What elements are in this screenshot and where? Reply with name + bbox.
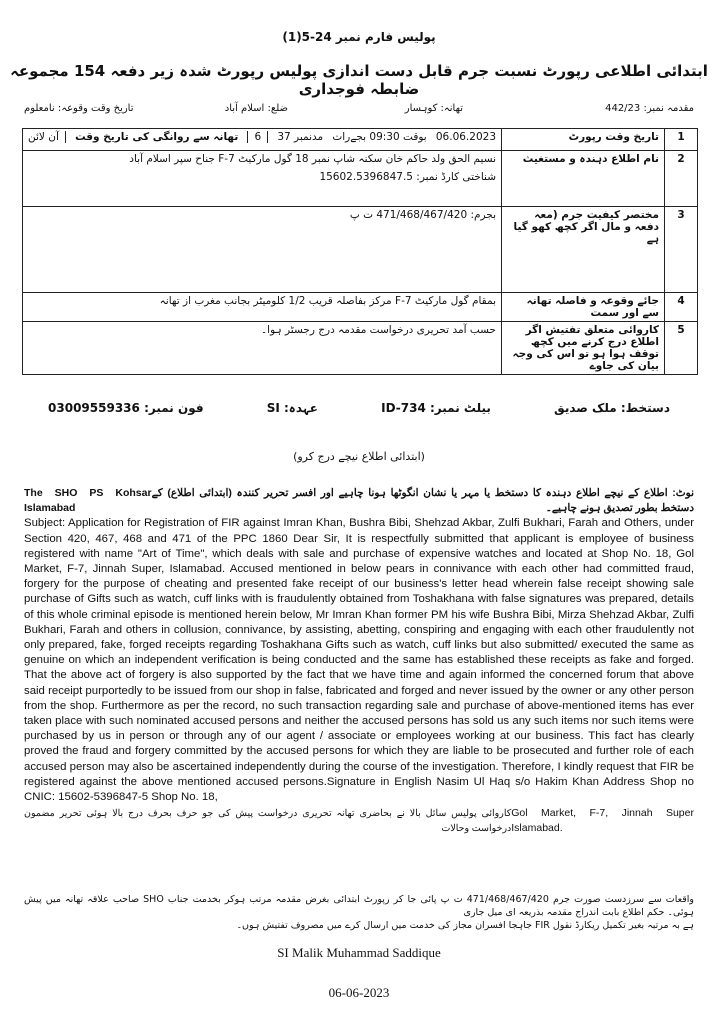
row-number: 5: [665, 322, 698, 375]
seq-number: 6: [247, 131, 268, 143]
signing-officer: SI Malik Muhammad Saddique: [277, 945, 441, 960]
instruction-note: (ابتدائی اطلاع نیچے درج کرو): [293, 450, 425, 463]
report-datetime-cell: [23, 129, 502, 151]
police-station: تھانہ: کوہسار: [404, 103, 463, 114]
row-action: [23, 322, 698, 375]
row-complainant: [23, 151, 698, 207]
report-date: 06.06.2023: [435, 131, 496, 143]
urdu-closing-1: واقعات سے سرزدست صورت جرم 471/468/467/420 ت پ پائی جا کر رپورٹ ابتدائی بغرض مقدمہ مرتب ہوکر بخدمت جناب SHO صاحب علاقہ تھانہ میں پیش ہوئی۔ حکم اطلاع بابت اندراج مقدمہ بذریعہ ای میل جاری: [24, 894, 694, 918]
row-label: نام اطلاع دہندہ و مستغیث: [502, 151, 665, 207]
complainant-cell: [23, 151, 502, 207]
complainant-cnic: شناختی کارڈ نمبر: 15602.5396847.5: [319, 171, 496, 183]
offence-sections: بجرم: 471/468/467/420 ت پ: [349, 209, 496, 221]
row-number: 2: [665, 151, 698, 207]
complainant-name: نسیم الحق ولد حاکم خان سکنہ شاپ نمبر 18 گول مارکیٹ F-7 جناح سپر اسلام آباد: [129, 153, 496, 165]
phone-label: فون نمبر:: [144, 401, 204, 415]
madd-number: مدنمبر 37: [277, 131, 324, 143]
row-label: تاریخ وقت رپورٹ: [502, 129, 665, 151]
row-label: مختصر کیفیت جرم (معہ دفعہ و مال اگر کچھ کھو گیا ہے: [502, 207, 665, 293]
complaint-text: Subject: Application for Registration of FIR against Imran Khan, Bushra Bibi, Shehzad Akbar, Zulfi Bukhari, Farah and Others, under Section 420, 467, 468 and 471 of the PPC 1860 Dear Sir, It is respectfully submitted that applicant is employee of business registered with name "Art of Time", which deals with sale and purchase of expensive watches and located at Shop No. 18, Gol Market, F-7, Jinnah Super, Islamabad. Accused mentioned in below pears in connivance with each other had committed fraud, forgery for the purpose of cheating and presented fake receipt of our business's letter head wherein false receipt showing sale purchase of Gifts such as watch, cuff links with is fraudulently obtained from Toshakhana with false signatures was prepared, details of this whole criminal episode is mentioned herein below, Mr Imran Khan former PM his wife Bushra Bibi, Mirza Shehzad Akbar, Zulfi Bukhari, Farah and others in collusion, connivance, by assisting, abetting, conspiring and engaging with each other fraudulently not only prepared, fake, forged receipts regarding Toshakhana Gifts such as watch, cuff links but also submitted/ executed the same as genuine on which an independent verification is being conducted and the same has established these receipts as fake and forged. That the above act of forgery is also supported by the fact that we have time and again informed the concerned forum that above said receipt purportedly to be issued from our shop in false, fabricated and forged and never issued by the owner or any other person from the shop. Furthermore as per the record, no such transaction regarding sale and purchase of above-mentioned items has ever taken place with such nominated accused persons and neither the accused persons has sold us any such items nor such items were purchased by us in person or through any of our agent / associate or employees working at our business. This fact has clearly proved the fraud and forgery committed by the accused persons for which they are liable to be prosecuted and further role of each accused person may also be ascertained independently during the course of the investigation. Therefore, I kindly request that FIR be registered against the above mentioned accused persons.Signature in English Nasim Ul Haq s/o Hakim Khan Address Shop no CNIC: 15602-5396847-5 Shop No. 18,: [24, 517, 694, 804]
dispatch-value: آن لائن: [28, 131, 66, 143]
report-time: بوقت 09:30 بجےرات: [332, 131, 427, 143]
complainant-address-end: Gol Market, F-7, Jinnah Super Islamabad.: [511, 807, 694, 835]
urdu-closing-2: ہے بہ مرتبہ بغیر تکمیل ریکارڈ نقول FIR جاہجا افسران مجاز کی خدمت میں ارسال کرے میں مصروف تفتیش ہوں۔: [236, 920, 694, 931]
belt-label: بیلٹ نمبر:: [429, 401, 491, 415]
belt-id: ID-734: [381, 401, 426, 415]
officer-name: ملک صدیق: [554, 401, 617, 415]
fir-table: [22, 128, 698, 375]
rank-label: عہدہ:: [284, 401, 318, 415]
row-number: 3: [665, 207, 698, 293]
row-label: جائے وقوعہ و فاصلہ تھانہ سے اور سمت: [502, 293, 665, 322]
document-date: 06-06-2023: [328, 985, 390, 1000]
complaint-body: [24, 486, 694, 837]
row-offence: [23, 207, 698, 293]
place-of-occurrence: بمقام گول مارکیٹ F-7 مرکز بفاصلہ قریب 1/2 کلومیٹر بجانب مغرب از تھانہ: [159, 295, 496, 307]
officer-signature-line: [48, 401, 670, 415]
action-text: حسب آمد تحریری درخواست مقدمہ درج رجسٹر ہوا۔: [261, 324, 496, 336]
signature-label: دستخط:: [620, 401, 670, 415]
urdu-proceedings-line: کاروائی پولیس سائل بالا نے بحاضری تھانہ تحریری درخواست پیش کی جو حرف بحرف درج بالا ہوئی تحریر مضمون درخواست وحالات: [24, 808, 512, 835]
officer-phone: 03009559336: [48, 401, 140, 415]
row-report-time: [23, 129, 698, 151]
form-number: پولیس فارم نمبر 24-5(1): [282, 30, 436, 44]
note-urdu: نوٹ: اطلاع کے نیچے اطلاع دہندہ کا دستخط یا مہر یا نشان انگوٹھا ہونا چاہیے اور افسر تحریر کنندہ (ابتدائی اطلاع) کے دستخط بطور تصدیق ہونے چاہیے۔: [151, 487, 694, 515]
case-number: مقدمہ نمبر: 442/23: [605, 103, 694, 114]
row-number: 4: [665, 293, 698, 322]
occurrence-datetime: تاریخ وقت وقوعہ: نامعلوم: [24, 103, 134, 114]
place-cell: [23, 293, 502, 322]
offence-cell: [23, 207, 502, 293]
document-title: ابتدائی اطلاعی رپورٹ نسبت جرم قابل دست اندازی پولیس رپورٹ شدہ زیر دفعہ 154 مجموعہ ضابطہ فوجداری: [10, 62, 708, 98]
district: ضلع: اسلام آباد: [224, 103, 288, 114]
row-label: کاروائی متعلق تفتیش اگر اطلاع درج کرنے میں کچھ توقف ہوا ہو تو اس کی وجہ بیان کی جاوے: [502, 322, 665, 375]
sho-addressee: The SHO PS Kohsar Islamabad: [24, 487, 152, 515]
row-number: 1: [665, 129, 698, 151]
officer-rank: SI: [266, 401, 280, 415]
row-place: [23, 293, 698, 322]
dispatch-label: تھانہ سے روانگی کی تاریخ وقت: [75, 131, 239, 143]
action-cell: [23, 322, 502, 375]
